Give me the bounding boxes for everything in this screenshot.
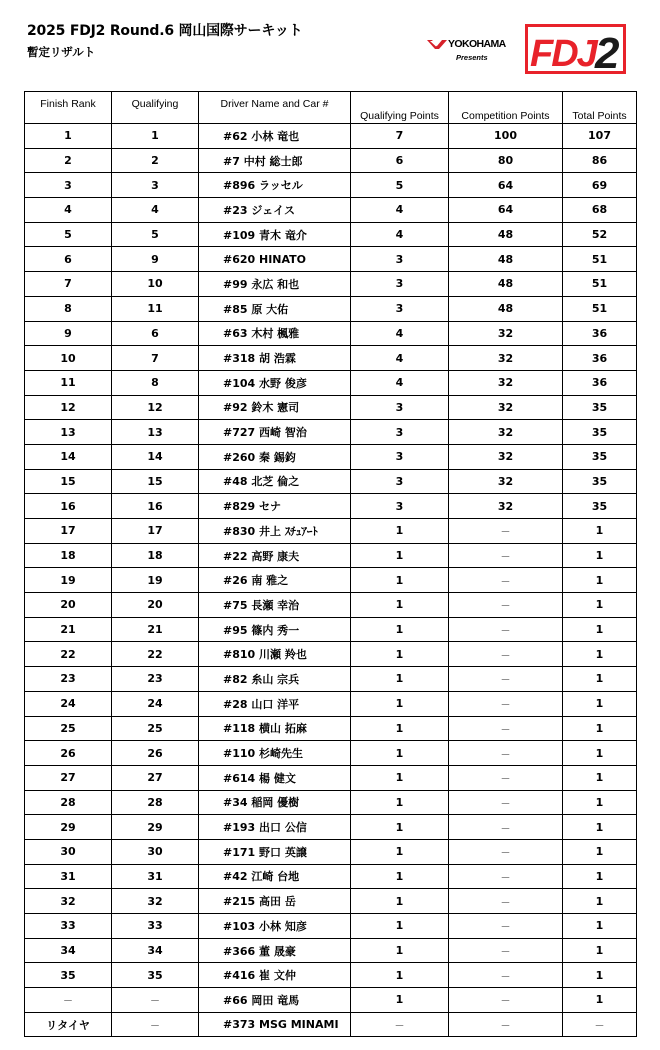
table-row: [25, 593, 637, 618]
competition-points-cell: －: [449, 839, 563, 864]
qualifying-cell: 29: [112, 815, 199, 840]
competition-points-cell: －: [449, 889, 563, 914]
finish-rank-cell: 17: [25, 519, 112, 544]
table-row: [25, 519, 637, 544]
header-finish-rank: Finish Rank: [25, 92, 112, 124]
sponsor-presents: Presents: [456, 53, 488, 62]
table-row: [25, 642, 637, 667]
total-points-cell: 1: [563, 765, 637, 790]
total-points-cell: －: [563, 1012, 637, 1037]
total-points-cell: 1: [563, 543, 637, 568]
yokohama-mark-icon: [426, 40, 448, 51]
qualifying-points-cell: 1: [351, 938, 449, 963]
table-row: [25, 568, 637, 593]
qualifying-cell: 1: [112, 124, 199, 149]
qualifying-cell: 22: [112, 642, 199, 667]
logo-number: 2: [595, 29, 620, 74]
finish-rank-cell: 23: [25, 667, 112, 692]
driver-name-cell: #23 ジェイス: [199, 198, 351, 223]
competition-points-cell: 32: [449, 321, 563, 346]
driver-name-cell: #110 杉崎先生: [199, 741, 351, 766]
qualifying-cell: 32: [112, 889, 199, 914]
qualifying-cell: 13: [112, 420, 199, 445]
qualifying-cell: 27: [112, 765, 199, 790]
total-points-cell: 52: [563, 222, 637, 247]
qualifying-cell: 7: [112, 346, 199, 371]
qualifying-points-cell: 1: [351, 667, 449, 692]
qualifying-points-cell: 1: [351, 963, 449, 988]
driver-name-cell: #830 井上 ｽﾁｭｱｰﾄ: [199, 519, 351, 544]
total-points-cell: 1: [563, 988, 637, 1013]
qualifying-points-cell: 1: [351, 790, 449, 815]
competition-points-cell: 32: [449, 370, 563, 395]
competition-points-cell: 32: [449, 444, 563, 469]
total-points-cell: 1: [563, 815, 637, 840]
competition-points-cell: －: [449, 914, 563, 939]
table-row: [25, 914, 637, 939]
qualifying-points-cell: 3: [351, 469, 449, 494]
competition-points-cell: －: [449, 691, 563, 716]
qualifying-cell: 4: [112, 198, 199, 223]
table-row: [25, 765, 637, 790]
total-points-cell: 1: [563, 963, 637, 988]
qualifying-points-cell: 1: [351, 543, 449, 568]
table-row: [25, 321, 637, 346]
total-points-cell: 1: [563, 691, 637, 716]
table-row: [25, 124, 637, 149]
qualifying-points-cell: 1: [351, 593, 449, 618]
total-points-cell: 1: [563, 716, 637, 741]
qualifying-cell: 10: [112, 272, 199, 297]
qualifying-points-cell: 1: [351, 864, 449, 889]
qualifying-points-cell: 4: [351, 346, 449, 371]
driver-name-cell: #48 北芝 倫之: [199, 469, 351, 494]
qualifying-points-cell: 3: [351, 444, 449, 469]
finish-rank-cell: 4: [25, 198, 112, 223]
driver-name-cell: #66 岡田 竜馬: [199, 988, 351, 1013]
qualifying-points-cell: 1: [351, 889, 449, 914]
finish-rank-cell: 6: [25, 247, 112, 272]
finish-rank-cell: 10: [25, 346, 112, 371]
total-points-cell: 68: [563, 198, 637, 223]
qualifying-cell: 26: [112, 741, 199, 766]
finish-rank-cell: 7: [25, 272, 112, 297]
table-row: [25, 272, 637, 297]
total-points-cell: 1: [563, 864, 637, 889]
finish-rank-cell: 26: [25, 741, 112, 766]
table-row: [25, 839, 637, 864]
qualifying-points-cell: 3: [351, 272, 449, 297]
finish-rank-cell: 14: [25, 444, 112, 469]
table-row: [25, 420, 637, 445]
competition-points-cell: －: [449, 667, 563, 692]
finish-rank-cell: 9: [25, 321, 112, 346]
finish-rank-cell: 32: [25, 889, 112, 914]
qualifying-points-cell: 1: [351, 765, 449, 790]
driver-name-cell: #366 董 晟豪: [199, 938, 351, 963]
sponsor-name: YOKOHAMA: [448, 38, 506, 50]
sponsor-logo: [426, 38, 522, 68]
competition-points-cell: －: [449, 568, 563, 593]
table-row: [25, 667, 637, 692]
qualifying-cell: 18: [112, 543, 199, 568]
finish-rank-cell: 1: [25, 124, 112, 149]
table-header-row: [25, 92, 637, 124]
qualifying-cell: 5: [112, 222, 199, 247]
table-row: [25, 296, 637, 321]
table-row: [25, 815, 637, 840]
competition-points-cell: －: [449, 790, 563, 815]
logo-text: FDJ: [530, 33, 596, 74]
qualifying-points-cell: 4: [351, 370, 449, 395]
total-points-cell: 36: [563, 321, 637, 346]
finish-rank-cell: 19: [25, 568, 112, 593]
driver-name-cell: #416 崔 文仲: [199, 963, 351, 988]
table-row: [25, 198, 637, 223]
total-points-cell: 86: [563, 148, 637, 173]
competition-points-cell: 48: [449, 222, 563, 247]
total-points-cell: 107: [563, 124, 637, 149]
driver-name-cell: #82 糸山 宗兵: [199, 667, 351, 692]
total-points-cell: 1: [563, 741, 637, 766]
competition-points-cell: 32: [449, 469, 563, 494]
table-row: [25, 1012, 637, 1037]
driver-name-cell: #28 山口 洋平: [199, 691, 351, 716]
driver-name-cell: #118 横山 拓麻: [199, 716, 351, 741]
results-table: [24, 91, 637, 1037]
finish-rank-cell: 34: [25, 938, 112, 963]
table-row: [25, 864, 637, 889]
table-row: [25, 370, 637, 395]
driver-name-cell: #215 高田 岳: [199, 889, 351, 914]
qualifying-cell: 25: [112, 716, 199, 741]
total-points-cell: 35: [563, 420, 637, 445]
total-points-cell: 35: [563, 444, 637, 469]
qualifying-cell: 15: [112, 469, 199, 494]
qualifying-cell: 12: [112, 395, 199, 420]
driver-name-cell: #42 江崎 台地: [199, 864, 351, 889]
qualifying-points-cell: 1: [351, 617, 449, 642]
qualifying-cell: 17: [112, 519, 199, 544]
qualifying-points-cell: 5: [351, 173, 449, 198]
qualifying-points-cell: 1: [351, 914, 449, 939]
competition-points-cell: －: [449, 765, 563, 790]
driver-name-cell: #810 川瀬 羚也: [199, 642, 351, 667]
table-row: [25, 988, 637, 1013]
qualifying-points-cell: 1: [351, 691, 449, 716]
table-row: [25, 543, 637, 568]
finish-rank-cell: 16: [25, 494, 112, 519]
qualifying-cell: －: [112, 988, 199, 1013]
finish-rank-cell: 31: [25, 864, 112, 889]
driver-name-cell: #193 出口 公信: [199, 815, 351, 840]
total-points-cell: 36: [563, 370, 637, 395]
finish-rank-cell: －: [25, 988, 112, 1013]
table-row: [25, 494, 637, 519]
header-competition-points: Competition Points: [449, 92, 563, 124]
header-driver-name: Driver Name and Car #: [199, 92, 351, 124]
competition-points-cell: 100: [449, 124, 563, 149]
qualifying-points-cell: 7: [351, 124, 449, 149]
total-points-cell: 1: [563, 568, 637, 593]
qualifying-points-cell: 1: [351, 741, 449, 766]
results-body: [25, 124, 637, 1037]
table-row: [25, 395, 637, 420]
qualifying-cell: 2: [112, 148, 199, 173]
driver-name-cell: #614 楊 健文: [199, 765, 351, 790]
total-points-cell: 1: [563, 667, 637, 692]
qualifying-cell: 6: [112, 321, 199, 346]
qualifying-cell: 33: [112, 914, 199, 939]
qualifying-points-cell: 3: [351, 296, 449, 321]
qualifying-points-cell: 1: [351, 642, 449, 667]
qualifying-points-cell: 3: [351, 494, 449, 519]
table-row: [25, 716, 637, 741]
qualifying-cell: 8: [112, 370, 199, 395]
finish-rank-cell: 30: [25, 839, 112, 864]
qualifying-cell: 16: [112, 494, 199, 519]
competition-points-cell: －: [449, 938, 563, 963]
page-header: [0, 0, 660, 90]
qualifying-points-cell: 1: [351, 716, 449, 741]
driver-name-cell: #26 南 雅之: [199, 568, 351, 593]
driver-name-cell: #85 原 大佑: [199, 296, 351, 321]
finish-rank-cell: 22: [25, 642, 112, 667]
driver-name-cell: #109 青木 竜介: [199, 222, 351, 247]
qualifying-cell: 11: [112, 296, 199, 321]
qualifying-points-cell: 1: [351, 568, 449, 593]
finish-rank-cell: 3: [25, 173, 112, 198]
total-points-cell: 35: [563, 494, 637, 519]
competition-points-cell: －: [449, 963, 563, 988]
table-row: [25, 148, 637, 173]
qualifying-points-cell: 4: [351, 321, 449, 346]
qualifying-cell: 20: [112, 593, 199, 618]
qualifying-points-cell: 1: [351, 519, 449, 544]
finish-rank-cell: 15: [25, 469, 112, 494]
competition-points-cell: 32: [449, 494, 563, 519]
competition-points-cell: －: [449, 716, 563, 741]
total-points-cell: 51: [563, 247, 637, 272]
finish-rank-cell: 11: [25, 370, 112, 395]
qualifying-points-cell: 1: [351, 815, 449, 840]
competition-points-cell: －: [449, 642, 563, 667]
fdj2-logo: [525, 24, 626, 74]
table-row: [25, 889, 637, 914]
competition-points-cell: －: [449, 864, 563, 889]
total-points-cell: 51: [563, 296, 637, 321]
qualifying-cell: 34: [112, 938, 199, 963]
driver-name-cell: #62 小林 竜也: [199, 124, 351, 149]
driver-name-cell: #373 MSG MINAMI: [199, 1012, 351, 1037]
total-points-cell: 1: [563, 519, 637, 544]
qualifying-cell: 30: [112, 839, 199, 864]
driver-name-cell: #75 長瀬 幸治: [199, 593, 351, 618]
qualifying-points-cell: 3: [351, 395, 449, 420]
qualifying-cell: 3: [112, 173, 199, 198]
driver-name-cell: #103 小林 知彦: [199, 914, 351, 939]
qualifying-cell: 28: [112, 790, 199, 815]
total-points-cell: 69: [563, 173, 637, 198]
table-row: [25, 222, 637, 247]
qualifying-points-cell: 4: [351, 198, 449, 223]
competition-points-cell: －: [449, 519, 563, 544]
header-qualifying-points: Qualifying Points: [351, 92, 449, 124]
competition-points-cell: －: [449, 543, 563, 568]
table-row: [25, 741, 637, 766]
driver-name-cell: #99 永広 和也: [199, 272, 351, 297]
total-points-cell: 1: [563, 593, 637, 618]
finish-rank-cell: 12: [25, 395, 112, 420]
driver-name-cell: #260 秦 錫鈞: [199, 444, 351, 469]
qualifying-points-cell: 1: [351, 839, 449, 864]
finish-rank-cell: 20: [25, 593, 112, 618]
header-total-points: Total Points: [563, 92, 637, 124]
table-row: [25, 938, 637, 963]
competition-points-cell: 32: [449, 420, 563, 445]
total-points-cell: 36: [563, 346, 637, 371]
competition-points-cell: －: [449, 988, 563, 1013]
qualifying-cell: 23: [112, 667, 199, 692]
driver-name-cell: #896 ラッセル: [199, 173, 351, 198]
qualifying-points-cell: －: [351, 1012, 449, 1037]
competition-points-cell: 48: [449, 272, 563, 297]
page-subtitle: 暫定リザルト: [27, 45, 96, 59]
total-points-cell: 1: [563, 790, 637, 815]
competition-points-cell: －: [449, 741, 563, 766]
finish-rank-cell: 21: [25, 617, 112, 642]
table-row: [25, 617, 637, 642]
driver-name-cell: #318 胡 浩霖: [199, 346, 351, 371]
finish-rank-cell: 27: [25, 765, 112, 790]
driver-name-cell: #727 西崎 智治: [199, 420, 351, 445]
driver-name-cell: #7 中村 総士郎: [199, 148, 351, 173]
driver-name-cell: #104 水野 俊彦: [199, 370, 351, 395]
table-row: [25, 790, 637, 815]
finish-rank-cell: 25: [25, 716, 112, 741]
finish-rank-cell: 33: [25, 914, 112, 939]
table-row: [25, 346, 637, 371]
finish-rank-cell: 13: [25, 420, 112, 445]
qualifying-cell: 14: [112, 444, 199, 469]
driver-name-cell: #63 木村 楓雅: [199, 321, 351, 346]
finish-rank-cell: リタイヤ: [25, 1012, 112, 1037]
qualifying-points-cell: 1: [351, 988, 449, 1013]
competition-points-cell: －: [449, 1012, 563, 1037]
driver-name-cell: #829 セナ: [199, 494, 351, 519]
finish-rank-cell: 2: [25, 148, 112, 173]
page-title: 2025 FDJ2 Round.6 岡山国際サーキット: [27, 23, 303, 39]
total-points-cell: 1: [563, 617, 637, 642]
competition-points-cell: 48: [449, 296, 563, 321]
qualifying-points-cell: 3: [351, 247, 449, 272]
table-row: [25, 469, 637, 494]
finish-rank-cell: 28: [25, 790, 112, 815]
header-qualifying: Qualifying: [112, 92, 199, 124]
table-row: [25, 247, 637, 272]
qualifying-cell: 21: [112, 617, 199, 642]
table-row: [25, 691, 637, 716]
driver-name-cell: #95 篠内 秀一: [199, 617, 351, 642]
total-points-cell: 1: [563, 642, 637, 667]
qualifying-points-cell: 3: [351, 420, 449, 445]
finish-rank-cell: 5: [25, 222, 112, 247]
qualifying-points-cell: 4: [351, 222, 449, 247]
competition-points-cell: 32: [449, 346, 563, 371]
finish-rank-cell: 18: [25, 543, 112, 568]
finish-rank-cell: 8: [25, 296, 112, 321]
driver-name-cell: #22 高野 康夫: [199, 543, 351, 568]
total-points-cell: 35: [563, 395, 637, 420]
total-points-cell: 35: [563, 469, 637, 494]
competition-points-cell: 64: [449, 198, 563, 223]
total-points-cell: 1: [563, 938, 637, 963]
finish-rank-cell: 29: [25, 815, 112, 840]
table-row: [25, 444, 637, 469]
qualifying-points-cell: 6: [351, 148, 449, 173]
qualifying-cell: 24: [112, 691, 199, 716]
driver-name-cell: #92 鈴木 憲司: [199, 395, 351, 420]
qualifying-cell: 31: [112, 864, 199, 889]
finish-rank-cell: 35: [25, 963, 112, 988]
competition-points-cell: －: [449, 593, 563, 618]
qualifying-cell: －: [112, 1012, 199, 1037]
qualifying-cell: 19: [112, 568, 199, 593]
driver-name-cell: #171 野口 英譲: [199, 839, 351, 864]
qualifying-cell: 35: [112, 963, 199, 988]
finish-rank-cell: 24: [25, 691, 112, 716]
competition-points-cell: 32: [449, 395, 563, 420]
qualifying-cell: 9: [112, 247, 199, 272]
total-points-cell: 1: [563, 889, 637, 914]
driver-name-cell: #34 稲岡 優樹: [199, 790, 351, 815]
total-points-cell: 1: [563, 914, 637, 939]
competition-points-cell: 80: [449, 148, 563, 173]
competition-points-cell: －: [449, 617, 563, 642]
table-row: [25, 963, 637, 988]
competition-points-cell: 48: [449, 247, 563, 272]
table-row: [25, 173, 637, 198]
competition-points-cell: －: [449, 815, 563, 840]
total-points-cell: 1: [563, 839, 637, 864]
total-points-cell: 51: [563, 272, 637, 297]
driver-name-cell: #620 HINATO: [199, 247, 351, 272]
competition-points-cell: 64: [449, 173, 563, 198]
